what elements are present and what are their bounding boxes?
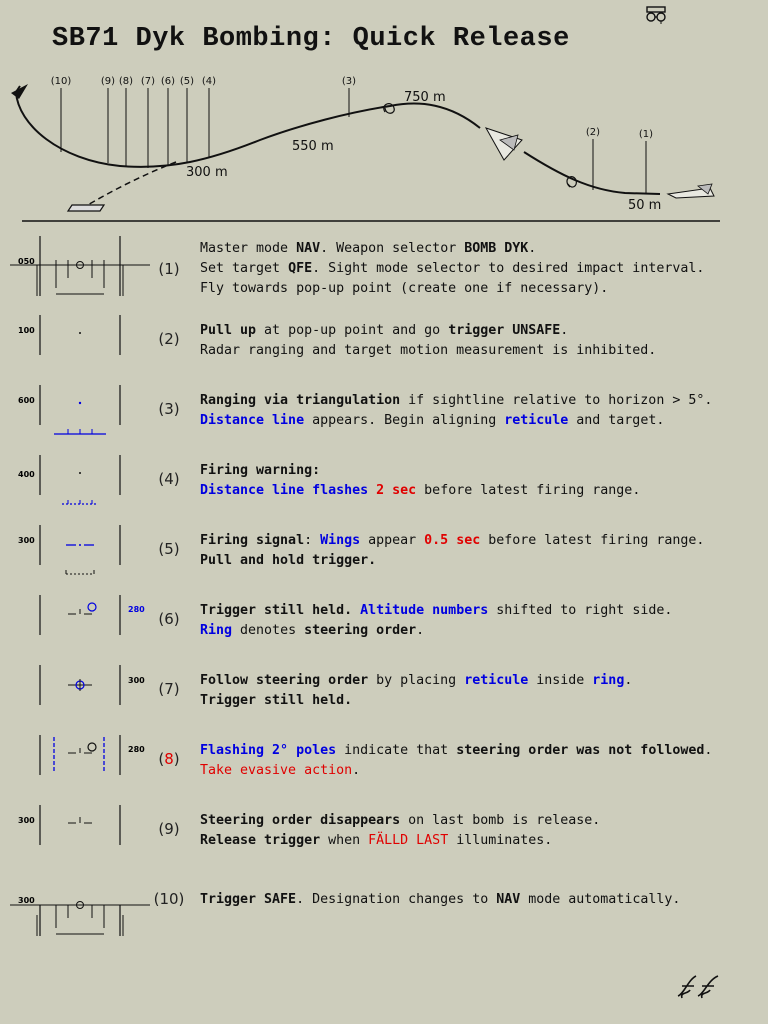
text-segment: steering order was not followed bbox=[456, 743, 705, 758]
text-segment: Distance line bbox=[200, 413, 305, 428]
step-number: (2) bbox=[158, 330, 180, 348]
text-segment: reticule bbox=[504, 413, 569, 428]
text-segment: QFE bbox=[288, 261, 313, 276]
text-segment: Trigger still held. bbox=[200, 693, 353, 708]
text-segment: Release trigger bbox=[200, 833, 321, 848]
step-line bbox=[200, 741, 760, 761]
text-segment: NAV bbox=[296, 241, 321, 256]
text-segment: when bbox=[320, 833, 369, 848]
step-line bbox=[200, 259, 760, 279]
text-segment: Follow steering order bbox=[200, 673, 369, 688]
text-segment: Pull and hold trigger. bbox=[200, 553, 377, 568]
text-segment: . Designation changes to bbox=[296, 892, 497, 907]
step-line bbox=[200, 279, 760, 299]
text-segment: : bbox=[304, 533, 321, 548]
hud-symbol-6 bbox=[0, 585, 160, 655]
text-segment: steering order bbox=[304, 623, 417, 638]
hud-symbol-5 bbox=[0, 515, 160, 585]
aircraft-pullup-icon bbox=[486, 128, 522, 160]
step-line bbox=[200, 341, 760, 361]
step-number: (3) bbox=[158, 400, 180, 418]
svg-text:600: 600 bbox=[18, 396, 35, 405]
step-number: (1) bbox=[158, 260, 180, 278]
marker-4: (4) bbox=[201, 76, 217, 87]
step-description bbox=[200, 890, 760, 910]
svg-text:300: 300 bbox=[18, 816, 35, 825]
marker-7: (7) bbox=[140, 76, 156, 87]
text-segment: shifted to right side. bbox=[488, 603, 673, 618]
text-segment bbox=[368, 483, 376, 498]
hud-symbol-2 bbox=[0, 305, 160, 375]
step-line bbox=[200, 601, 760, 621]
step-description bbox=[200, 601, 760, 641]
text-segment: Take evasive action bbox=[200, 763, 353, 778]
step-number-warning: (8) bbox=[158, 750, 180, 768]
altitude-750: 750 m bbox=[404, 90, 446, 105]
text-segment: . bbox=[560, 323, 569, 338]
step-line bbox=[200, 671, 760, 691]
text-segment: BOMB DYK bbox=[464, 241, 529, 256]
text-segment: . bbox=[352, 763, 361, 778]
step-description bbox=[200, 671, 760, 711]
marker-6: (6) bbox=[160, 76, 176, 87]
text-segment: 2 sec bbox=[376, 483, 417, 498]
hud-symbol-10 bbox=[0, 870, 160, 940]
text-segment: FÄLLD LAST bbox=[368, 833, 449, 848]
step-description bbox=[200, 461, 760, 501]
text-segment: appears. Begin aligning bbox=[304, 413, 505, 428]
step-description bbox=[200, 321, 760, 361]
text-segment: NAV bbox=[496, 892, 521, 907]
svg-text:300: 300 bbox=[18, 536, 35, 545]
step-number: (7) bbox=[158, 680, 180, 698]
binoculars-icon[interactable] bbox=[644, 4, 670, 26]
step-line bbox=[200, 391, 760, 411]
marker-1: (1) bbox=[638, 129, 654, 140]
page-title: SB71 Dyk Bombing: Quick Release bbox=[52, 24, 570, 54]
altitude-300: 300 m bbox=[186, 165, 228, 180]
aircraft-approach-icon bbox=[668, 184, 714, 198]
step-line bbox=[200, 761, 760, 781]
marker-2: (2) bbox=[585, 127, 601, 138]
text-segment: . Weapon selector bbox=[320, 241, 465, 256]
text-segment: . bbox=[624, 673, 633, 688]
step-line bbox=[200, 411, 760, 431]
svg-text:100: 100 bbox=[18, 326, 35, 335]
step-line bbox=[200, 691, 760, 711]
text-segment: Ring bbox=[200, 623, 233, 638]
svg-text:400: 400 bbox=[18, 470, 35, 479]
marker-9: (9) bbox=[100, 76, 116, 87]
text-segment: Steering order disappears bbox=[200, 813, 401, 828]
step-line bbox=[200, 461, 760, 481]
step-line bbox=[200, 551, 760, 571]
step-description bbox=[200, 741, 760, 781]
text-segment: . Sight mode selector to desired impact interval. bbox=[312, 261, 705, 276]
step-line bbox=[200, 890, 760, 910]
step-line bbox=[200, 531, 760, 551]
hud-symbol-8 bbox=[0, 725, 160, 795]
flight-profile-diagram bbox=[0, 60, 768, 230]
text-segment: Wings bbox=[320, 533, 361, 548]
text-segment: . bbox=[528, 241, 537, 256]
text-segment: denotes bbox=[232, 623, 305, 638]
bomb-trajectory bbox=[86, 162, 176, 206]
text-segment: inside bbox=[528, 673, 593, 688]
text-segment: Set target bbox=[200, 261, 289, 276]
hud-symbol-7 bbox=[0, 655, 160, 725]
target-icon bbox=[68, 205, 104, 211]
text-segment: Firing signal bbox=[200, 533, 305, 548]
text-segment: before latest firing range. bbox=[416, 483, 641, 498]
text-segment: 0.5 sec bbox=[424, 533, 481, 548]
step-number: (4) bbox=[158, 470, 180, 488]
step-line bbox=[200, 239, 760, 259]
altitude-50: 50 m bbox=[628, 198, 662, 213]
hud-symbol-9 bbox=[0, 795, 160, 865]
hud-symbol-3 bbox=[0, 375, 160, 445]
text-segment: . bbox=[416, 623, 425, 638]
text-segment: Master mode bbox=[200, 241, 297, 256]
text-segment: Distance line flashes bbox=[200, 483, 369, 498]
text-segment: and target. bbox=[568, 413, 665, 428]
text-segment: illuminates. bbox=[448, 833, 553, 848]
text-segment: . bbox=[704, 743, 713, 758]
marker-10: (10) bbox=[50, 76, 72, 87]
text-segment: Fly towards pop-up point (create one if necessary). bbox=[200, 281, 609, 296]
step-description bbox=[200, 239, 760, 299]
text-segment: Pull up bbox=[200, 323, 257, 338]
step-number: (10) bbox=[153, 890, 185, 908]
step-line bbox=[200, 621, 760, 641]
svg-text:300: 300 bbox=[128, 676, 145, 685]
marker-3: (3) bbox=[341, 76, 357, 87]
step-line bbox=[200, 811, 760, 831]
step-number: (5) bbox=[158, 540, 180, 558]
text-segment: reticule bbox=[464, 673, 529, 688]
hud-symbol-1 bbox=[0, 230, 160, 300]
text-segment: trigger UNSAFE bbox=[448, 323, 561, 338]
text-segment: Radar ranging and target motion measurement is inhibited. bbox=[200, 343, 657, 358]
text-segment: Flashing 2° poles bbox=[200, 743, 337, 758]
text-segment: Firing warning: bbox=[200, 463, 321, 478]
text-segment: mode automatically. bbox=[520, 892, 681, 907]
svg-text:280: 280 bbox=[128, 605, 145, 614]
text-segment bbox=[352, 603, 360, 618]
text-segment: Ranging via triangulation bbox=[200, 393, 401, 408]
step-number: (9) bbox=[158, 820, 180, 838]
text-segment: by placing bbox=[368, 673, 465, 688]
step-line bbox=[200, 481, 760, 501]
text-segment: before latest firing range. bbox=[480, 533, 705, 548]
hud-symbol-4 bbox=[0, 445, 160, 515]
step-line bbox=[200, 321, 760, 341]
altitude-550: 550 m bbox=[292, 139, 334, 154]
svg-text:050: 050 bbox=[18, 257, 35, 266]
text-segment: indicate that bbox=[336, 743, 457, 758]
text-segment: appear bbox=[360, 533, 425, 548]
text-segment: Trigger still held. bbox=[200, 603, 353, 618]
svg-text:300: 300 bbox=[18, 896, 35, 905]
step-description bbox=[200, 811, 760, 851]
step-description bbox=[200, 531, 760, 571]
text-segment: on last bomb is release. bbox=[400, 813, 601, 828]
step-number: (6) bbox=[158, 610, 180, 628]
text-segment: at pop-up point and go bbox=[256, 323, 449, 338]
step-line bbox=[200, 831, 760, 851]
marker-8: (8) bbox=[118, 76, 134, 87]
step-description bbox=[200, 391, 760, 431]
signature-logo bbox=[674, 972, 724, 1002]
text-segment: Trigger SAFE bbox=[200, 892, 297, 907]
text-segment: Altitude numbers bbox=[360, 603, 489, 618]
svg-text:280: 280 bbox=[128, 745, 145, 754]
text-segment: ring bbox=[592, 673, 625, 688]
marker-5: (5) bbox=[179, 76, 195, 87]
text-segment: if sightline relative to horizon > 5°. bbox=[400, 393, 713, 408]
